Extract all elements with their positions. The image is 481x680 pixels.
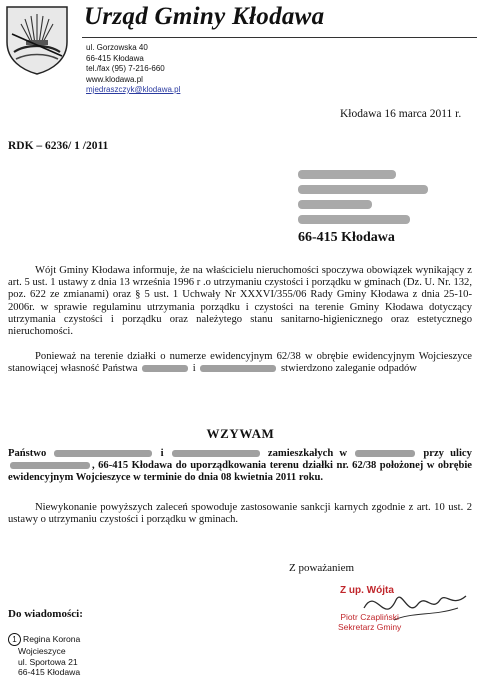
recipient-city: 66-415 Kłodawa — [18, 667, 81, 677]
header-divider — [82, 37, 477, 38]
item-number-badge: 1 — [8, 633, 21, 646]
summons-heading: WZYWAM — [206, 426, 275, 441]
phone-fax: tel./fax (95) 7-216-660 — [86, 64, 165, 73]
stamp-signatory — [338, 612, 401, 632]
office-contact-block — [86, 43, 180, 96]
paragraph-finding — [8, 351, 472, 375]
address-city: 66-415 Kłodawa — [86, 53, 144, 63]
paragraph-finding-start: Ponieważ na terenie działki o numerze ewidencyjnym 62/38 w obrębie ewidencyjnym Wojcieszyce stanowiącej własność Państwa — [8, 351, 472, 375]
redacted-street — [298, 200, 372, 209]
reference-number: RDK – 6236/ 1 /2011 — [8, 140, 109, 152]
paragraph-sanctions: Niewykonanie powyższych zaleceń spowoduje zastosowanie sankcji karnych zgodnie z art. 10 ust. 2 ustawy o utrzymaniu czystości i porządku w gminach. — [8, 502, 472, 526]
redacted-name — [298, 170, 396, 179]
redacted-name — [200, 365, 276, 372]
redacted-name — [54, 450, 152, 457]
summons-and: i — [160, 448, 164, 459]
closing-regards: Z poważaniem — [289, 562, 355, 574]
signatory-role: Sekretarz Gminy — [338, 622, 402, 632]
recipient-village: Wojcieszyce — [18, 646, 66, 656]
distribution-list — [8, 633, 80, 678]
signatory-name: Piotr Czapliński — [340, 612, 399, 622]
paragraph-finding-and: i — [192, 363, 196, 375]
summons-recipient-label: Państwo — [8, 448, 47, 459]
paragraph-summons — [8, 448, 472, 485]
list-item — [8, 633, 80, 646]
address-street: ul. Gorzowska 40 — [86, 43, 148, 52]
summons-residing: zamieszkałych w — [267, 448, 348, 459]
distribution-label: Do wiadomości: — [8, 608, 83, 620]
recipient-street: ul. Sportowa 21 — [18, 656, 78, 667]
stamp-authorization: Z up. Wójta — [340, 585, 394, 596]
website: www.klodawa.pl — [86, 74, 143, 84]
addressee-block — [298, 165, 448, 246]
redacted-name — [172, 450, 260, 457]
recipient-name: Regina Korona — [23, 634, 81, 644]
redacted-town — [355, 450, 415, 457]
paragraph-obligation: Wójt Gminy Kłodawa informuje, że na właścicielu nieruchomości spoczywa obowiązek wynikający z art. 5 ust. 1 ustawy z dnia 13 września 1996 r .o utrzymaniu czystości i porządku w gminach (Dz. U. Nr. 132, poz. 622 ze zmianami) oraz § 5 ust. 1 Uchwały Nr XXXVI/355/06 Rady Gminy Kłodawa z dnia 25-10-2006r. w sprawie regulaminu utrzymania porządku i czystości na terenie Gminy Kłodawa dotyczący utrzymania czystości i porządku oraz należytego stanu sanitarno-higienicznego oraz estetycznego nieruchomości. — [8, 265, 472, 338]
summons-demand: , 66-415 Kłodawa do uporządkowania terenu działki nr. 62/38 położonej w obrębie ewidencyjnym Wojcieszyce w terminie do dnia 08 kwietnia 2011 roku. — [8, 460, 472, 484]
coat-of-arms-logo — [4, 4, 70, 76]
addressee-city: 66-415 Kłodawa — [298, 230, 395, 245]
redacted-name — [298, 185, 428, 194]
redacted-street — [298, 215, 410, 224]
redacted-street — [10, 462, 90, 469]
email-link[interactable]: mjedraszczyk@klodawa.pl — [86, 85, 181, 94]
summons-street-label: przy ulicy — [423, 448, 472, 459]
letter-date: Kłodawa 16 marca 2011 r. — [340, 108, 462, 120]
office-title: Urząd Gminy Kłodawa — [84, 3, 325, 30]
paragraph-finding-end: stwierdzono zaleganie odpadów — [281, 363, 417, 375]
redacted-name — [142, 365, 188, 372]
